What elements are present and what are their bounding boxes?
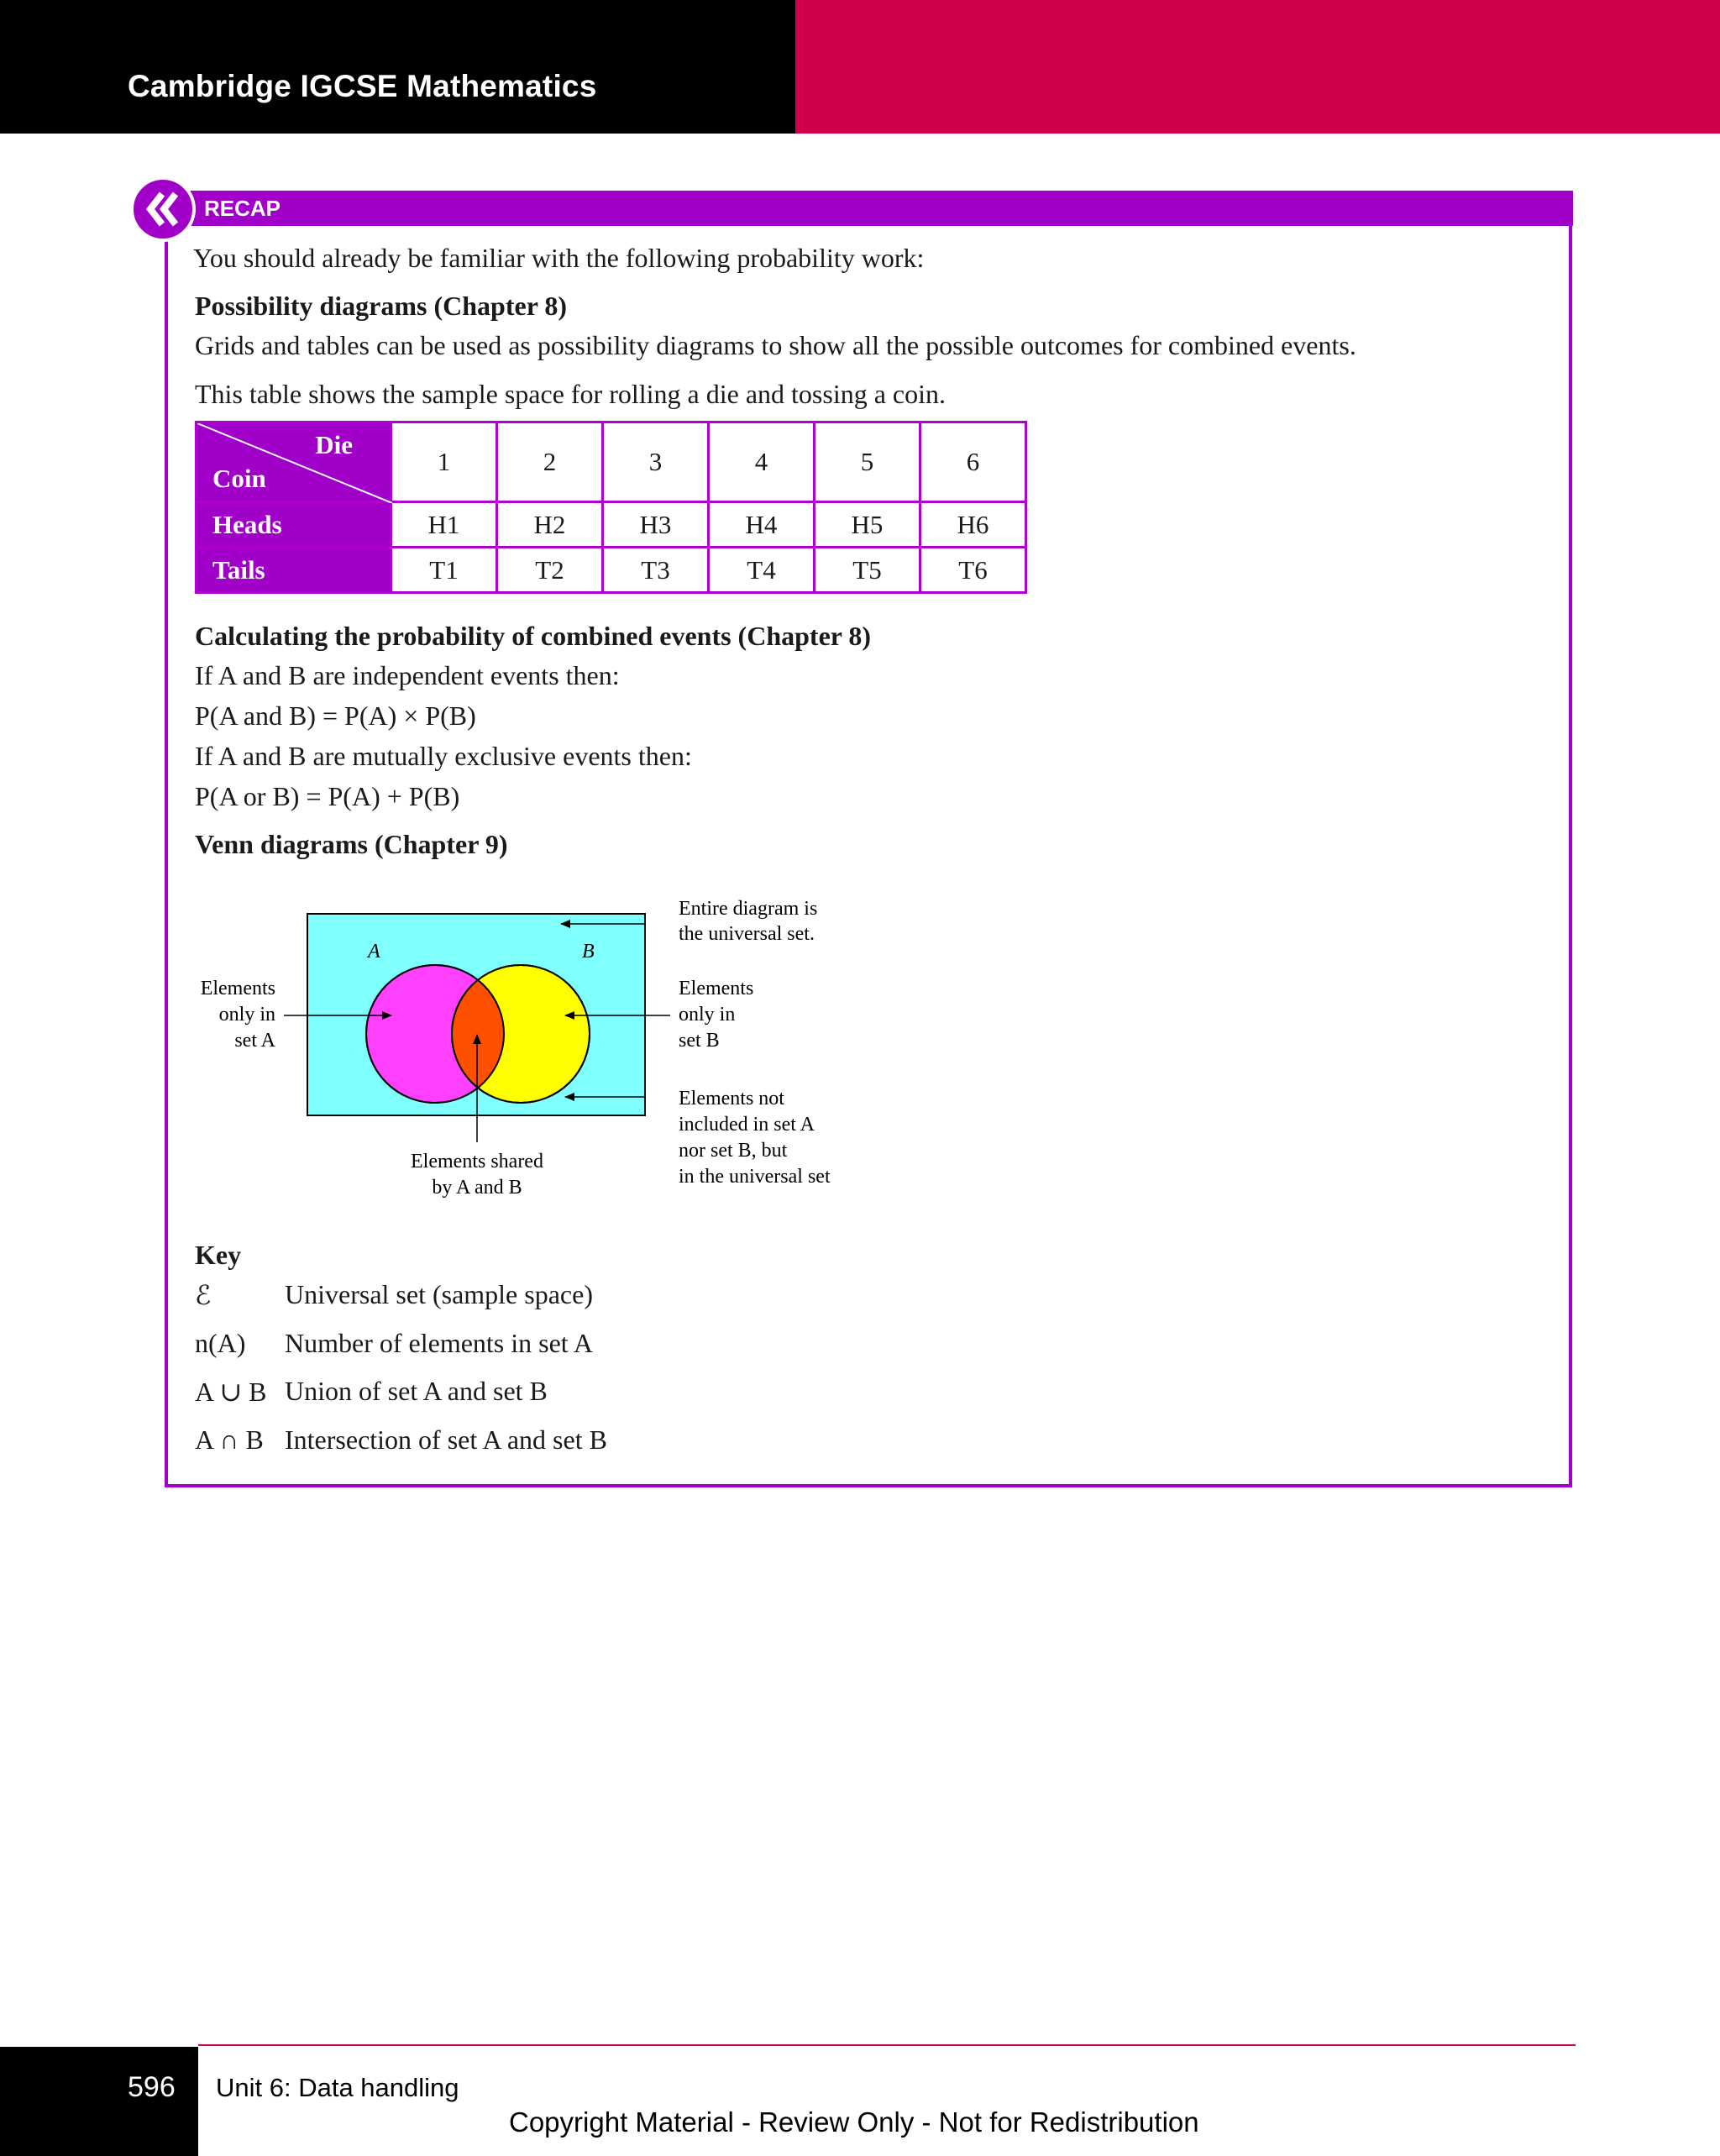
footer-rule [198, 2044, 1576, 2046]
corner-coin-label: Coin [212, 464, 266, 493]
key-symbol: A ∪ B [195, 1377, 267, 1407]
combined-line3: If A and B are mutually exclusive events then: [195, 741, 692, 771]
possibility-line2: This table shows the sample space for rolling a die and tossing a coin. [195, 379, 947, 409]
venn-diagram [191, 890, 880, 1209]
label-notin-3: nor set B, but [679, 1140, 788, 1162]
row-label-tails: Tails [197, 548, 391, 593]
set-b-label: B [582, 941, 595, 963]
label-entire-1: Entire diagram is [679, 898, 818, 920]
table-cell: H6 [920, 502, 1026, 548]
recap-label: RECAP [204, 196, 281, 221]
combined-heading: Calculating the probability of combined events (Chapter 8) [195, 621, 872, 651]
label-onlyb-3: set B [679, 1030, 720, 1052]
copyright-notice: Copyright Material - Review Only - Not for Redistribution [509, 2106, 1199, 2138]
label-shared-1: Elements shared [411, 1151, 543, 1172]
double-chevron-left-icon [134, 180, 192, 239]
row-label-heads: Heads [197, 502, 391, 548]
table-cell: T1 [391, 548, 497, 593]
column-header: 5 [815, 422, 920, 502]
key-heading: Key [195, 1240, 242, 1270]
label-onlya-2: only in [218, 1004, 275, 1026]
combined-line2: P(A and B) = P(A) × P(B) [195, 700, 476, 731]
table-cell: T2 [497, 548, 603, 593]
label-notin-2: included in set A [679, 1114, 815, 1136]
column-header: 2 [497, 422, 603, 502]
table-cell: H2 [497, 502, 603, 548]
venn-heading: Venn diagrams (Chapter 9) [195, 829, 508, 859]
table-cell: T6 [920, 548, 1026, 593]
set-a-label: A [368, 941, 380, 963]
combined-line1: If A and B are independent events then: [195, 660, 620, 690]
combined-line4: P(A or B) = P(A) + P(B) [195, 781, 460, 811]
table-cell: H3 [603, 502, 709, 548]
table-cell: H1 [391, 502, 497, 548]
label-notin-1: Elements not [679, 1088, 784, 1109]
label-onlya-1: Elements [200, 978, 275, 999]
table-cell: T4 [709, 548, 815, 593]
header-accent-band [795, 0, 1720, 134]
key-symbol: A ∩ B [195, 1424, 264, 1455]
column-header: 6 [920, 422, 1026, 502]
label-onlya-3: set A [234, 1030, 275, 1052]
book-title: Cambridge IGCSE Mathematics [128, 69, 597, 103]
key-text: Union of set A and set B [285, 1376, 548, 1406]
label-shared-2: by A and B [432, 1177, 522, 1199]
column-header: 1 [391, 422, 497, 502]
table-cell: T3 [603, 548, 709, 593]
page-number: 596 [128, 2071, 176, 2103]
column-header: 4 [709, 422, 815, 502]
recap-badge [130, 176, 196, 242]
table-cell: H5 [815, 502, 920, 548]
key-text: Number of elements in set A [285, 1328, 594, 1358]
label-entire-2: the universal set. [679, 923, 815, 945]
table-cell: H4 [709, 502, 815, 548]
table-cell: T5 [815, 548, 920, 593]
key-symbol: ℰ [195, 1280, 212, 1310]
label-onlyb-1: Elements [679, 978, 754, 999]
label-onlyb-2: only in [679, 1004, 736, 1026]
unit-title: Unit 6: Data handling [216, 2073, 459, 2102]
corner-die-label: Die [315, 430, 353, 459]
key-text: Universal set (sample space) [285, 1279, 593, 1309]
header-black-band [0, 0, 795, 134]
recap-header-bar [165, 191, 1573, 226]
key-text: Intersection of set A and set B [285, 1424, 607, 1455]
possibility-table [195, 421, 1027, 594]
label-notin-4: in the universal set [679, 1166, 831, 1188]
possibility-line1: Grids and tables can be used as possibility diagrams to show all the possible outcomes for combined events. [195, 330, 1356, 360]
table-corner [197, 422, 391, 502]
key-symbol: n(A) [195, 1328, 246, 1358]
possibility-heading: Possibility diagrams (Chapter 8) [195, 291, 567, 321]
recap-intro: You should already be familiar with the following probability work: [193, 243, 925, 273]
column-header: 3 [603, 422, 709, 502]
